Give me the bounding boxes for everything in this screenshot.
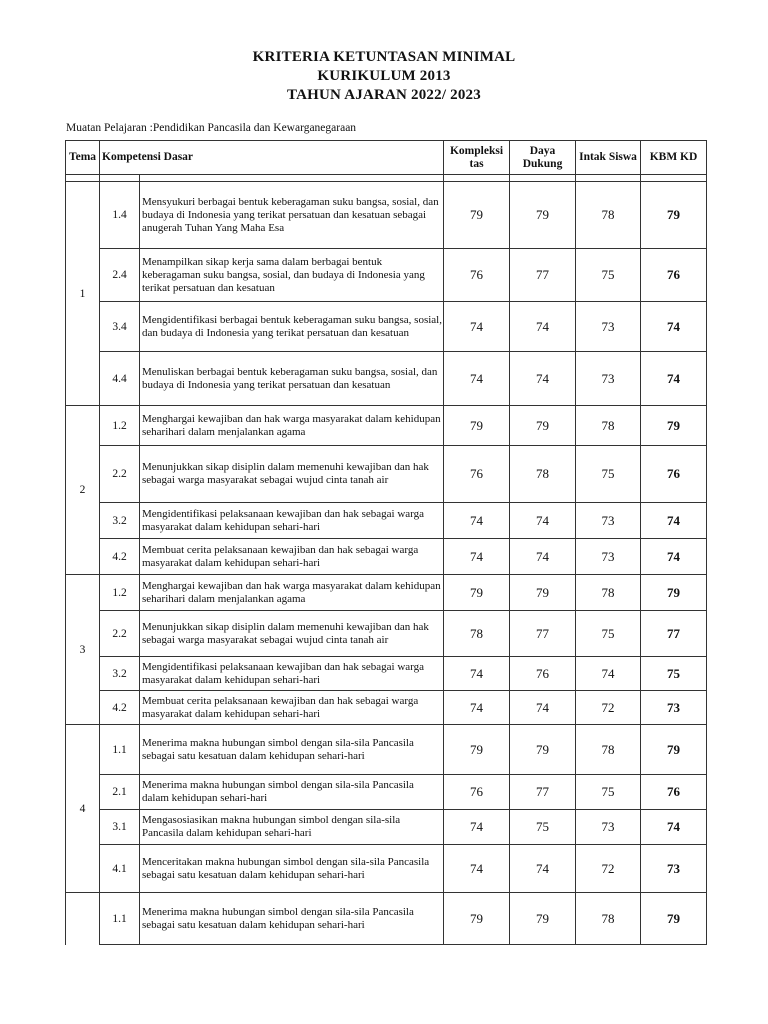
table-header-row bbox=[66, 141, 707, 175]
tema-cell bbox=[66, 893, 100, 945]
daya-dukung-value: 74 bbox=[510, 539, 576, 575]
table-row bbox=[66, 845, 707, 893]
table-row bbox=[66, 810, 707, 845]
kompleksitas-value: 74 bbox=[444, 810, 510, 845]
table-row bbox=[66, 725, 707, 775]
table-row bbox=[66, 775, 707, 810]
kd-number: 1.1 bbox=[100, 725, 140, 775]
kd-number: 3.1 bbox=[100, 810, 140, 845]
kbm-kd-value: 73 bbox=[641, 691, 707, 725]
table-row bbox=[66, 691, 707, 725]
table-row bbox=[66, 539, 707, 575]
kd-description: Mengidentifikasi pelaksanaan kewajiban dan hak sebagai warga masyarakat dalam kehidupan sehari-hari bbox=[140, 657, 444, 691]
kompleksitas-value: 76 bbox=[444, 249, 510, 302]
intake-siswa-value: 78 bbox=[576, 725, 641, 775]
kompleksitas-value: 74 bbox=[444, 539, 510, 575]
kbm-kd-value: 75 bbox=[641, 657, 707, 691]
kd-description: Menunjukkan sikap disiplin dalam memenuhi kewajiban dan hak sebagai warga masyarakat sebagai wujud cinta tanah air bbox=[140, 611, 444, 657]
kd-description: Menghargai kewajiban dan hak warga masyarakat dalam kehidupan seharihari dalam menjalankan agama bbox=[140, 575, 444, 611]
kd-description: Menerima makna hubungan simbol dengan sila-sila Pancasila sebagai satu kesatuan dalam kehidupan sehari-hari bbox=[140, 893, 444, 945]
table-row bbox=[66, 657, 707, 691]
intake-siswa-value: 73 bbox=[576, 503, 641, 539]
daya-dukung-value: 79 bbox=[510, 182, 576, 249]
intake-siswa-value: 78 bbox=[576, 893, 641, 945]
kbm-kd-value: 74 bbox=[641, 810, 707, 845]
spacer-cell bbox=[576, 175, 641, 182]
kbm-kd-value: 73 bbox=[641, 845, 707, 893]
daya-dukung-value: 74 bbox=[510, 691, 576, 725]
kd-description: Menunjukkan sikap disiplin dalam memenuhi kewajiban dan hak sebagai warga masyarakat sebagai wujud cinta tanah air bbox=[140, 446, 444, 503]
kd-description: Membuat cerita pelaksanaan kewajiban dan hak sebagai warga masyarakat dalam kehidupan sehari-hari bbox=[140, 691, 444, 725]
kd-number: 1.2 bbox=[100, 575, 140, 611]
intake-siswa-value: 75 bbox=[576, 446, 641, 503]
document-title bbox=[0, 48, 768, 105]
kbm-kd-value: 74 bbox=[641, 352, 707, 406]
kd-number: 1.4 bbox=[100, 182, 140, 249]
kd-number: 4.2 bbox=[100, 691, 140, 725]
kompleksitas-value: 79 bbox=[444, 575, 510, 611]
kd-description: Mensyukuri berbagai bentuk keberagaman suku bangsa, sosial, dan budaya di Indonesia yang terikat persatuan dan kesatuan sebagai anugerah Tuhan Yang Maha Esa bbox=[140, 182, 444, 249]
kd-description: Mengidentifikasi pelaksanaan kewajiban dan hak sebagai warga masyarakat dalam kehidupan sehari-hari bbox=[140, 503, 444, 539]
tema-cell: 4 bbox=[66, 725, 100, 893]
kbm-kd-value: 74 bbox=[641, 503, 707, 539]
kompleksitas-value: 79 bbox=[444, 406, 510, 446]
spacer-cell bbox=[444, 175, 510, 182]
spacer-cell bbox=[66, 175, 100, 182]
kd-number: 3.4 bbox=[100, 302, 140, 352]
title-line-1: KRITERIA KETUNTASAN MINIMAL bbox=[252, 49, 516, 65]
daya-dukung-value: 74 bbox=[510, 352, 576, 406]
kompleksitas-value: 74 bbox=[444, 845, 510, 893]
kd-description: Menceritakan makna hubungan simbol dengan sila-sila Pancasila sebagai satu kesatuan dalam kehidupan sehari-hari bbox=[140, 845, 444, 893]
kbm-kd-value: 74 bbox=[641, 302, 707, 352]
intake-siswa-value: 73 bbox=[576, 302, 641, 352]
kbm-kd-value: 79 bbox=[641, 575, 707, 611]
kbm-kd-value: 76 bbox=[641, 249, 707, 302]
kkm-table bbox=[65, 140, 707, 945]
kbm-kd-value: 79 bbox=[641, 893, 707, 945]
intake-siswa-value: 72 bbox=[576, 691, 641, 725]
kbm-kd-value: 74 bbox=[641, 539, 707, 575]
intake-siswa-value: 73 bbox=[576, 352, 641, 406]
kd-description: Mengidentifikasi berbagai bentuk keberagaman suku bangsa, sosial, dan budaya di Indonesia yang terikat persatuan dan kesatuan bbox=[140, 302, 444, 352]
kompleksitas-value: 74 bbox=[444, 503, 510, 539]
tema-cell: 3 bbox=[66, 575, 100, 725]
kd-description: Menghargai kewajiban dan hak warga masyarakat dalam kehidupan seharihari dalam menjalankan agama bbox=[140, 406, 444, 446]
daya-dukung-value: 74 bbox=[510, 302, 576, 352]
header-daya-dukung: Daya Dukung bbox=[510, 141, 576, 175]
daya-dukung-value: 79 bbox=[510, 725, 576, 775]
kd-number: 4.4 bbox=[100, 352, 140, 406]
kompleksitas-value: 78 bbox=[444, 611, 510, 657]
title-line-3: TAHUN AJARAN 2022/ 2023 bbox=[287, 87, 481, 103]
kbm-kd-value: 77 bbox=[641, 611, 707, 657]
subject-line: Muatan Pelajaran :Pendidikan Pancasila dan Kewarganegaraan bbox=[66, 122, 357, 134]
intake-siswa-value: 75 bbox=[576, 775, 641, 810]
kd-description: Mengasosiasikan makna hubungan simbol dengan sila-sila Pancasila dalam kehidupan sehari-hari bbox=[140, 810, 444, 845]
daya-dukung-value: 78 bbox=[510, 446, 576, 503]
tema-cell: 2 bbox=[66, 406, 100, 575]
daya-dukung-value: 77 bbox=[510, 775, 576, 810]
table-row bbox=[66, 352, 707, 406]
table-row bbox=[66, 249, 707, 302]
daya-dukung-value: 79 bbox=[510, 893, 576, 945]
tema-cell: 1 bbox=[66, 182, 100, 406]
spacer-cell bbox=[641, 175, 707, 182]
kbm-kd-value: 76 bbox=[641, 775, 707, 810]
kompleksitas-value: 79 bbox=[444, 182, 510, 249]
daya-dukung-value: 74 bbox=[510, 503, 576, 539]
header-kompleksitas: Kompleksi tas bbox=[444, 141, 510, 175]
kd-number: 2.1 bbox=[100, 775, 140, 810]
kd-number: 1.1 bbox=[100, 893, 140, 945]
intake-siswa-value: 78 bbox=[576, 406, 641, 446]
header-intake-siswa: Intak Siswa bbox=[576, 141, 641, 175]
kd-number: 2.2 bbox=[100, 611, 140, 657]
kbm-kd-value: 79 bbox=[641, 182, 707, 249]
daya-dukung-value: 74 bbox=[510, 845, 576, 893]
intake-siswa-value: 72 bbox=[576, 845, 641, 893]
title-line-2: KURIKULUM 2013 bbox=[317, 68, 451, 84]
kompleksitas-value: 76 bbox=[444, 775, 510, 810]
kbm-kd-value: 79 bbox=[641, 725, 707, 775]
kd-number: 4.2 bbox=[100, 539, 140, 575]
spacer-cell bbox=[510, 175, 576, 182]
table-row bbox=[66, 302, 707, 352]
header-kompetensi-dasar: Kompetensi Dasar bbox=[100, 141, 444, 175]
table-row bbox=[66, 446, 707, 503]
kd-description: Menuliskan berbagai bentuk keberagaman suku bangsa, sosial, dan budaya di Indonesia yang terikat persatuan dan kesatuan bbox=[140, 352, 444, 406]
kompleksitas-value: 74 bbox=[444, 657, 510, 691]
kd-description: Membuat cerita pelaksanaan kewajiban dan hak sebagai warga masyarakat dalam kehidupan sehari-hari bbox=[140, 539, 444, 575]
kompleksitas-value: 74 bbox=[444, 302, 510, 352]
kompleksitas-value: 79 bbox=[444, 725, 510, 775]
intake-siswa-value: 74 bbox=[576, 657, 641, 691]
intake-siswa-value: 78 bbox=[576, 182, 641, 249]
table-row bbox=[66, 406, 707, 446]
kompleksitas-value: 76 bbox=[444, 446, 510, 503]
header-kbm-kd: KBM KD bbox=[641, 141, 707, 175]
intake-siswa-value: 75 bbox=[576, 611, 641, 657]
intake-siswa-value: 78 bbox=[576, 575, 641, 611]
daya-dukung-value: 79 bbox=[510, 406, 576, 446]
kd-number: 2.4 bbox=[100, 249, 140, 302]
table-row bbox=[66, 503, 707, 539]
kd-description: Menerima makna hubungan simbol dengan sila-sila Pancasila sebagai satu kesatuan dalam kehidupan sehari-hari bbox=[140, 725, 444, 775]
intake-siswa-value: 75 bbox=[576, 249, 641, 302]
kd-number: 4.1 bbox=[100, 845, 140, 893]
daya-dukung-value: 77 bbox=[510, 611, 576, 657]
table-row bbox=[66, 893, 707, 945]
table-row bbox=[66, 182, 707, 249]
kompleksitas-value: 74 bbox=[444, 352, 510, 406]
daya-dukung-value: 77 bbox=[510, 249, 576, 302]
kompleksitas-value: 79 bbox=[444, 893, 510, 945]
kbm-kd-value: 76 bbox=[641, 446, 707, 503]
daya-dukung-value: 79 bbox=[510, 575, 576, 611]
table-body bbox=[66, 182, 707, 945]
daya-dukung-value: 76 bbox=[510, 657, 576, 691]
kbm-kd-value: 79 bbox=[641, 406, 707, 446]
spacer-cell bbox=[100, 175, 140, 182]
kd-description: Menerima makna hubungan simbol dengan sila-sila Pancasila dalam kehidupan sehari-hari bbox=[140, 775, 444, 810]
kd-number: 3.2 bbox=[100, 657, 140, 691]
kd-number: 2.2 bbox=[100, 446, 140, 503]
kompleksitas-value: 74 bbox=[444, 691, 510, 725]
header-tema: Tema bbox=[66, 141, 100, 175]
table-row bbox=[66, 575, 707, 611]
kd-number: 3.2 bbox=[100, 503, 140, 539]
table-row bbox=[66, 611, 707, 657]
intake-siswa-value: 73 bbox=[576, 810, 641, 845]
spacer-cell bbox=[140, 175, 444, 182]
daya-dukung-value: 75 bbox=[510, 810, 576, 845]
kd-number: 1.2 bbox=[100, 406, 140, 446]
header-spacer-row bbox=[66, 175, 707, 182]
intake-siswa-value: 73 bbox=[576, 539, 641, 575]
kd-description: Menampilkan sikap kerja sama dalam berbagai bentuk keberagaman suku bangsa, sosial, dan budaya di Indonesia yang terikat persatuan dan kesatuan bbox=[140, 249, 444, 302]
